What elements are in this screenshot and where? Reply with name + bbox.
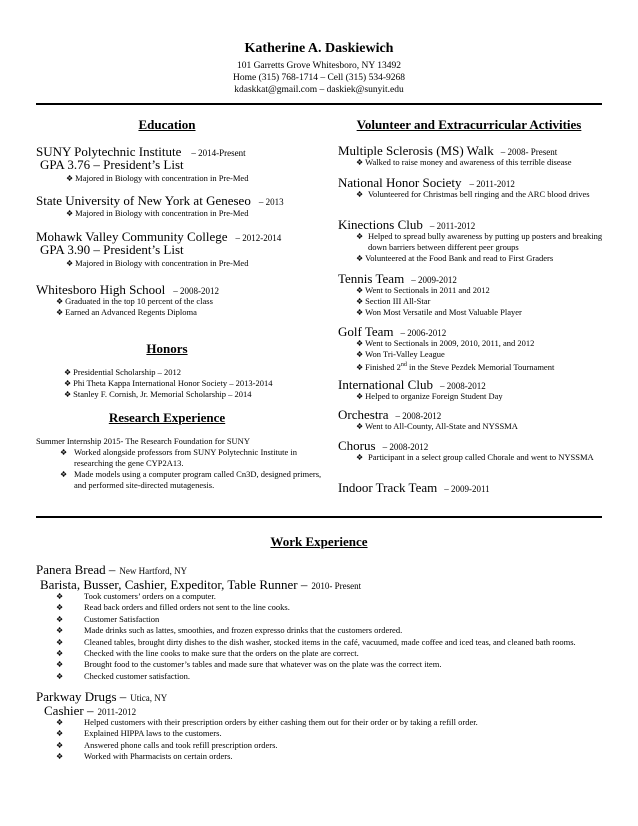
school-name: Mohawk Valley Community College xyxy=(36,229,228,244)
duty-item: ❖ Made drinks such as lattes, smoothies, and frozen expresso drinks that the customers ordered. xyxy=(36,625,606,636)
address: 101 Garretts Grove Whitesboro, NY 13492 xyxy=(236,61,402,71)
activity-item: ❖ Won Tri-Valley League xyxy=(356,349,445,360)
gpa-line: GPA 3.76 – President’s List xyxy=(40,157,184,172)
activity-track: Indoor Track Team – 2009-2011 xyxy=(338,480,490,495)
honor-item: ❖ Presidential Scholarship – 2012 xyxy=(64,367,181,378)
activity-nhs: National Honor Society – 2011-2012 xyxy=(338,175,515,190)
activity-item: ❖Helped to spread bully awareness by putting up posters and breaking down barriers between different peer groups xyxy=(356,231,608,252)
school-dates: – 2014-Present xyxy=(191,148,246,158)
duty-item: ❖ Worked with Pharmacists on certain orders. xyxy=(36,751,606,762)
duty-item: ❖ Explained HIPPA laws to the customers. xyxy=(36,728,606,739)
honor-item: ❖ Stanley F. Cornish, Jr. Memorial Scholarship – 2014 xyxy=(64,389,251,400)
duty-item: ❖ Brought food to the customer’s tables and made sure that whatever was on the plate was the correct item. xyxy=(36,659,606,670)
activity-ms-walk: Multiple Sclerosis (MS) Walk – 2008- Present xyxy=(338,143,558,158)
activity-orchestra: Orchestra – 2008-2012 xyxy=(338,407,442,422)
school-name: State University of New York at Geneseo xyxy=(36,193,251,208)
honors-heading: Honors xyxy=(146,341,188,356)
activity-tennis: Tennis Team – 2009-2012 xyxy=(338,271,457,286)
activity-item: ❖ Won Most Versatile and Most Valuable Player xyxy=(356,307,522,318)
job-panera: Panera Bread – New Hartford, NY xyxy=(36,562,188,577)
activity-item: ❖ Section III All-Star xyxy=(356,296,430,307)
duty-item: ❖ Took customers’ orders on a computer. xyxy=(36,591,606,602)
research-heading: Research Experience xyxy=(108,410,226,425)
gpa-line: GPA 3.90 – President’s List xyxy=(40,242,184,257)
duty-item: ❖ Customer Satisfaction xyxy=(36,614,606,625)
activity-item: ❖ Went to Sectionals in 2009, 2010, 2011, and 2012 xyxy=(356,338,534,349)
research-item: ❖Made models using a computer program called Cn3D, designed primers, and performed site-directed mutagenesis. xyxy=(60,469,334,490)
research-item: ❖Worked alongside professors from SUNY Polytechnic Institute in researching the gene CYP2A13. xyxy=(60,447,324,468)
school-dates: – 2013 xyxy=(258,197,284,207)
education-heading: Education xyxy=(138,117,196,132)
volunteer-heading: Volunteer and Extracurricular Activities xyxy=(356,117,582,132)
activity-item: ❖Volunteered for Christmas bell ringing and the ARC blood drives xyxy=(356,189,608,200)
activity-item: ❖ Went to All-County, All-State and NYSSMA xyxy=(356,421,518,432)
school-name: Whitesboro High School xyxy=(36,282,166,297)
duty-item: ❖ Checked customer satisfaction. xyxy=(36,671,606,682)
duty-item: ❖ Helped customers with their prescription orders by either cashing them out for their order or by taking a refill order. xyxy=(36,717,606,728)
activity-item: ❖ Went to Sectionals in 2011 and 2012 xyxy=(356,285,490,296)
school-dates: – 2008-2012 xyxy=(173,286,220,296)
job-role: Barista, Busser, Cashier, Expeditor, Table Runner – 2010- Present xyxy=(40,577,362,592)
activity-item: ❖ Finished 2nd in the Steve Pezdek Memorial Tournament xyxy=(356,360,554,373)
panera-duties xyxy=(36,591,606,682)
section-divider xyxy=(36,516,602,518)
edu-detail: ❖ Majored in Biology with concentration in Pre-Med xyxy=(66,258,248,269)
activity-item: ❖ Walked to raise money and awareness of this terrible disease xyxy=(356,157,571,168)
activity-kinections: Kinections Club – 2011-2012 xyxy=(338,217,476,232)
activity-item: ❖Participant in a select group called Chorale and went to NYSSMA xyxy=(356,452,608,463)
edu-detail: ❖ Majored in Biology with concentration in Pre-Med xyxy=(66,208,248,219)
job-parkway: Parkway Drugs – Utica, NY xyxy=(36,689,168,704)
activity-item: ❖ Volunteered at the Food Bank and read to First Graders xyxy=(356,253,553,264)
duty-item: ❖ Cleaned tables, brought dirty dishes to the dish washer, stocked items in the café, vacuumed, made coffee and iced teas, and cleaned bath rooms. xyxy=(36,637,606,648)
parkway-duties xyxy=(36,717,606,763)
phone: Home (315) 768-1714 – Cell (315) 534-9268 xyxy=(232,73,406,83)
activity-golf: Golf Team – 2006-2012 xyxy=(338,324,447,339)
duty-item: ❖ Read back orders and filled orders not sent to the line cooks. xyxy=(36,602,606,613)
edu-item: ❖ Earned an Advanced Regents Diploma xyxy=(56,307,197,318)
school-dates: – 2012-2014 xyxy=(235,233,282,243)
duty-item: ❖ Answered phone calls and took refill prescription orders. xyxy=(36,740,606,751)
activity-chorus: Chorus – 2008-2012 xyxy=(338,438,429,453)
honor-item: ❖ Phi Theta Kappa International Honor Society – 2013-2014 xyxy=(64,378,273,389)
activity-item: ❖ Helped to organize Foreign Student Day xyxy=(356,391,503,402)
research-intro: Summer Internship 2015- The Research Foundation for SUNY xyxy=(36,436,250,446)
edu-item: ❖ Graduated in the top 10 percent of the class xyxy=(56,296,213,307)
activity-intl-club: International Club – 2008-2012 xyxy=(338,377,486,392)
header-divider xyxy=(36,103,602,105)
edu-detail: ❖ Majored in Biology with concentration in Pre-Med xyxy=(66,173,248,184)
school-name: SUNY Polytechnic Institute xyxy=(36,144,182,159)
job-role: Cashier – 2011-2012 xyxy=(44,703,137,718)
resume-name: Katherine A. Daskiewich xyxy=(244,41,394,56)
duty-item: ❖ Checked with the line cooks to make sure that the orders on the plate are correct. xyxy=(36,648,606,659)
email: kdaskkat@gmail.com – daskiek@sunyit.edu xyxy=(234,85,404,95)
work-heading: Work Experience xyxy=(270,534,368,549)
